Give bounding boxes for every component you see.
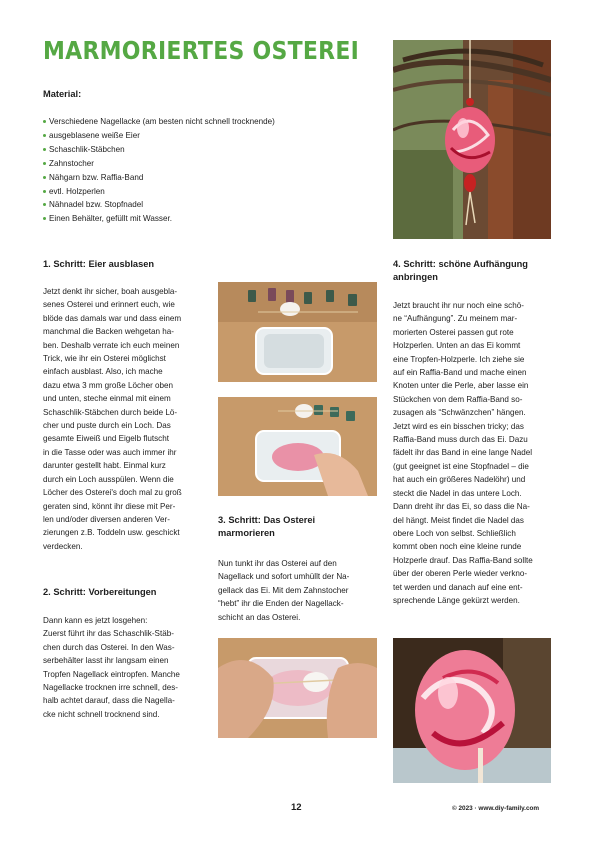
step1-heading: 1. Schritt: Eier ausblasen (43, 259, 155, 269)
list-item: evtl. Holzperlen (43, 185, 275, 199)
marbled-egg-photo (393, 638, 551, 783)
step3-text: Nun tunkt ihr das Osterei auf den Nagellack und sofort umhüllt der Na- gellack das Ei. Mit dem Zahnstocher “hebt” ihr die Enden der Nagellack- schicht an das Osterei. (218, 559, 350, 622)
copyright: © 2023 · www.diy-family.com (452, 805, 540, 812)
list-item: Verschiedene Nagellacke (am besten nicht schnell trocknende) (43, 115, 275, 129)
list-item: Nähgarn bzw. Raffia-Band (43, 171, 275, 185)
step3-heading: 3. Schritt: Das Osterei marmorieren (218, 515, 316, 538)
page-title: MARMORIERTES OSTEREI (43, 36, 360, 65)
list-item: Nähnadel bzw. Stopfnadel (43, 198, 275, 212)
hanging-egg-photo (393, 40, 551, 239)
material-heading: Material: (43, 89, 82, 99)
step1-text: Jetzt denkt ihr sicher, boah ausgebla- senes Osterei und erinnert euch, wie blöde das damals war und dass einem manchmal die Backen wehgetan ha- ben. Deshalb verrate ich euch meinen Trick, wie ihr ein Osterei möglichst einfach ausblast. Also, ich mache dazu etwa 3 mm große Löcher oben und unten, steche einmal mit einem Schaschlik-Stäbchen durch beide Lö- cher und puste durch ein Loch. Das gesamte Eiweiß und Eigelb flutscht in die Tasse oder was auch immer ihr darunter gestellt habt. Einmal kurz durch ein Loch ausspülen. Wenn die Löcher des Osterei's doch mal zu groß geraten sind, könnt ihr diese mit Per- len und/oder diversen anderen Ver- zierungen z.B. Toddeln usw. geschickt verdecken. (43, 287, 182, 551)
step4-text: Jetzt braucht ihr nur noch eine schö- ne “Aufhängung”. Zu meinem mar- morierten Osterei passen gut rote Holzperlen. Unten an das Ei kommt eine Tropfen-Holzperle. Ich ziehe sie auf ein Raffia-Band und mache einen Knoten unter die Perle, aber lasse ein Stückchen von dem Raffia-Band so- zusagen als “Schwänzchen” hängen. Jetzt wird es ein bisschen tricky; das Raffia-Band muss durch das Ei. Dazu fädelt ihr das Band in eine lange Nadel (gut geeignet ist eine Stopfnadel – die hat auch ein größeres Nadelöhr) und steckt die Nadel in das untere Loch. Dann dreht ihr das Ei, so dass die Na- del hängt. Meist findet die Nadel das obere Loch von selbst. Schließlich kommt oben noch eine kleine runde Holzperle drauf. Das Raffia-Band sollte über der oberen Perle wieder verkno- tet werden und danach auf eine ent- sprechende Länge gekürzt werden. (393, 301, 533, 605)
list-item: Einen Behälter, gefüllt mit Wasser. (43, 212, 275, 226)
step2-heading: 2. Schritt: Vorbereitungen (43, 587, 157, 597)
list-item: Schaschlik-Stäbchen (43, 143, 275, 157)
dipping-egg-photo (218, 397, 377, 496)
list-item: ausgeblasene weiße Eier (43, 129, 275, 143)
hands-egg-photo (218, 638, 377, 738)
list-item: Zahnstocher (43, 157, 275, 171)
page-number: 12 (291, 802, 302, 813)
nail-polish-container-photo (218, 282, 377, 382)
material-list (43, 115, 275, 226)
step2-text: Dann kann es jetzt losgehen: Zuerst führt ihr das Schaschlik-Stäb- chen durch das Osterei. In den Was- serbehälter lasst ihr langsam einen Tropfen Nagellack eintropfen. Manche Nagellacke trocknen irre schnell, des- halb achtet darauf, dass die Nagella- cke nicht schnell trocknend sind. (43, 616, 180, 719)
step4-heading: 4. Schritt: schöne Aufhängung anbringen (393, 259, 528, 282)
